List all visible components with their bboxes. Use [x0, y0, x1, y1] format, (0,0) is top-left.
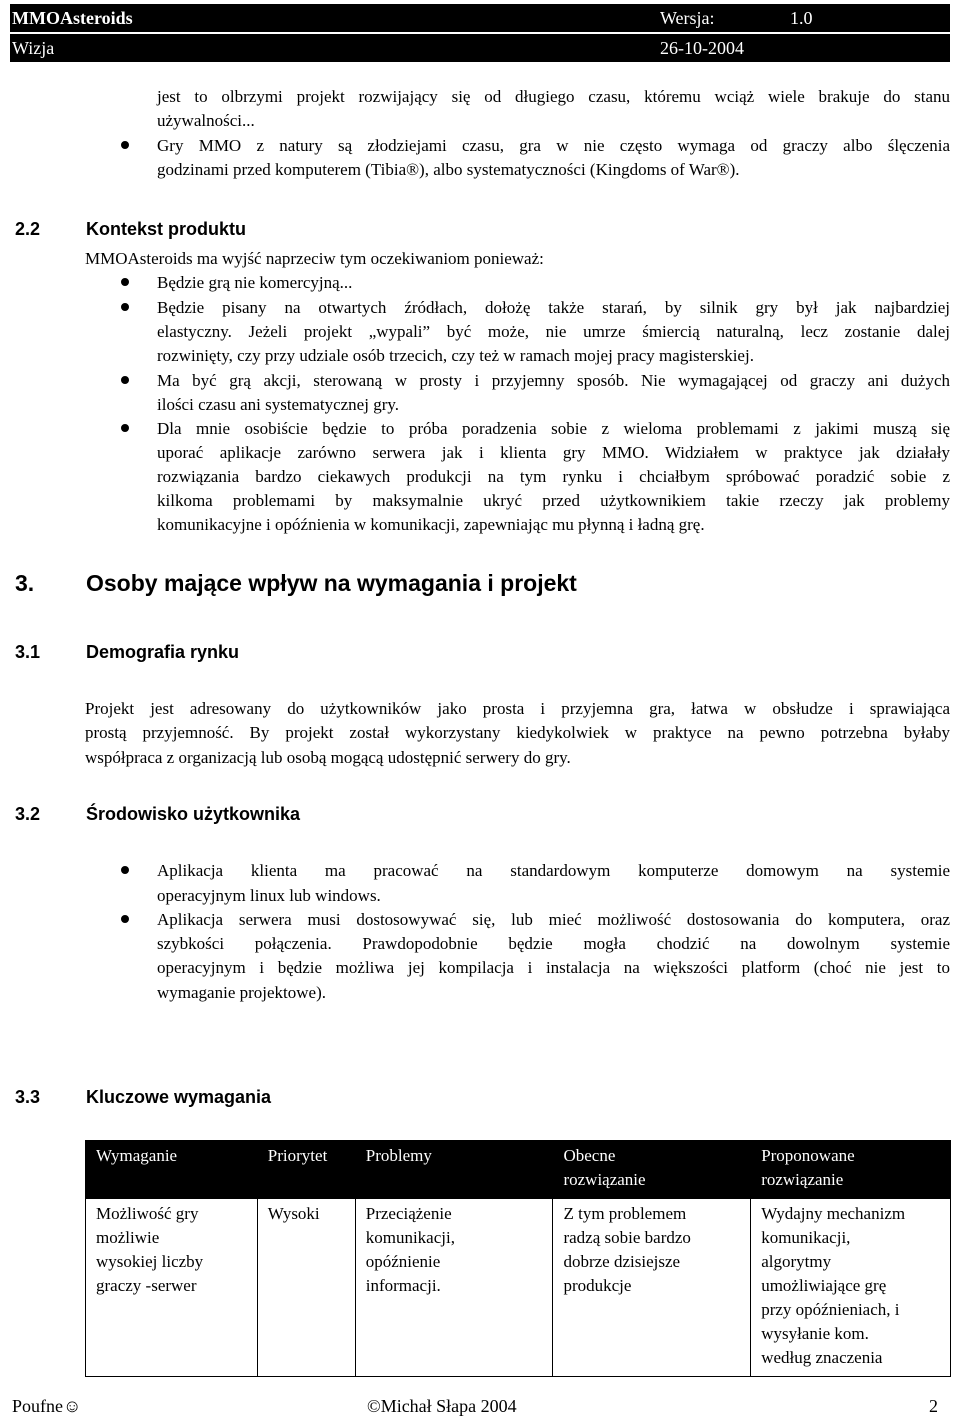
text-line: wymaganie projektowe). [157, 983, 326, 1002]
text-line: elastyczny. Jeżeli projekt „wypali” być może, nie umrze śmiercią naturalną, lecz zostanie dalej [157, 322, 950, 341]
header-bar-top [10, 4, 950, 32]
bullet-icon [121, 866, 129, 874]
doc-type: Wizja [12, 38, 55, 58]
section-title: Środowisko użytkownika [86, 804, 301, 824]
chapter-title: Osoby mające wpływ na wymagania i projekt [86, 570, 577, 596]
footer-author [367, 1396, 517, 1417]
text-line: operacyjnym linux lub windows. [157, 886, 381, 905]
text-line: godzinami przed komputerem (Tibia®), albo systematyczności (Kingdoms of War®). [157, 160, 740, 179]
copyright-icon: © [367, 1396, 381, 1416]
table-row [86, 1199, 951, 1377]
version-label: Wersja: [660, 8, 715, 28]
page-number: 2 [929, 1396, 938, 1416]
table-header-row [86, 1141, 951, 1199]
text-line: operacyjnym i będzie możliwa jej kompilacja i instalacja na większości platform (choć nie jest to [157, 958, 950, 977]
section-title: Kluczowe wymagania [86, 1087, 272, 1107]
section-number: 3.2 [15, 804, 41, 824]
text-line: Aplikacja klienta ma pracować na standardowym komputerze domowym na systemie [157, 861, 950, 880]
table-cell: Z tym problemem radzą sobie bardzo dobrze dzisiejsze produkcje [553, 1199, 751, 1377]
table-cell: Przeciążenie komunikacji, opóźnienie informacji. [355, 1199, 553, 1377]
col-header-current-solution: Obecne rozwiązanie [553, 1141, 751, 1199]
bullet-icon [121, 376, 129, 384]
text-line: szybkości połączenia. Prawdopodobnie będzie mogła chodzić na dowolnym systemie [157, 934, 950, 953]
table-cell: Możliwość gry możliwie wysokiej liczby graczy -serwer [86, 1199, 258, 1377]
section-number: 3.1 [15, 642, 41, 662]
bullet-icon [121, 141, 129, 149]
table-cell: Wydajny mechanizm komunikacji, algorytmy umożliwiające grę przy opóźnieniach, i wysyłanie kom. według znaczenia [751, 1199, 951, 1377]
doc-date: 26-10-2004 [660, 38, 744, 58]
text-line: prostą przyjemność. By projekt został wykorzystany kiedykolwiek w praktyce na pewno potrzebna byłaby [85, 723, 950, 742]
text-line: rozwiązania bardzo ciekawych produkcji na tym rynku i chciałbym spróbować poradzić sobie z [157, 467, 950, 486]
text-line: Gry MMO z natury są złodziejami czasu, gra w nie często wymaga od graczy albo ślęczenia [157, 136, 950, 155]
bullet-icon [121, 278, 129, 286]
requirements-table [85, 1140, 951, 1377]
section-number: 3.3 [15, 1087, 41, 1107]
bullet-icon [121, 424, 129, 432]
text-line: rozwinięty, czy przy udziale osób trzecich, czy też w ramach mojej pracy magisterskiej. [157, 346, 754, 365]
section-title: Demografia rynku [86, 642, 240, 662]
text-line: współpraca z organizacją lub osobą mogącą udostępnić serwery do gry. [85, 748, 571, 767]
text-line: Będzie grą nie komercyjną... [157, 273, 353, 292]
table-cell: Wysoki [257, 1199, 355, 1377]
text-line: Dla mnie osobiście będzie to próba poradzenia sobie z wieloma problemami z jakimi muszą się [157, 419, 950, 438]
chapter-number: 3. [15, 570, 35, 596]
text-line: Aplikacja serwera musi dostosowywać się, lub mieć możliwość dostosowania do komputera, oraz [157, 910, 950, 929]
text-line: uporać aplikacje zarówno serwera jak i klienta gry MMO. Widziałem w praktyce jak działały [157, 443, 950, 462]
text-line: komunikacyjne i opóźnienia w komunikacji, zapewniając mu płynną i ładną grę. [157, 515, 705, 534]
footer-left-text: Poufne [12, 1396, 63, 1416]
header-bar-bottom [10, 34, 950, 62]
text-line: Projekt jest adresowany do użytkowników jako prosta i przyjemna gra, łatwa w obsłudze i sprawiająca [85, 699, 950, 718]
section-intro: MMOAsteroids ma wyjść naprzeciw tym oczekiwaniom ponieważ: [85, 249, 544, 268]
col-header-proposed-solution: Proponowane rozwiązanie [751, 1141, 951, 1199]
section-number: 2.2 [15, 219, 41, 239]
col-header-problems: Problemy [355, 1141, 553, 1199]
col-header-requirement: Wymaganie [86, 1141, 258, 1199]
smiley-icon: ☺ [63, 1396, 82, 1416]
text-line: Ma być grą akcji, sterowaną w prosty i przyjemny sposób. Nie wymagającej od graczy ani dużych [157, 371, 950, 390]
bullet-icon [121, 915, 129, 923]
text-line: używalności... [157, 111, 255, 130]
col-header-priority: Priorytet [257, 1141, 355, 1199]
bullet-icon [121, 303, 129, 311]
footer-confidential [12, 1396, 81, 1417]
section-title: Kontekst produktu [86, 219, 246, 239]
footer-author-text: Michał Słapa 2004 [380, 1396, 517, 1416]
app-name: MMOAsteroids [12, 8, 133, 28]
text-line: jest to olbrzymi projekt rozwijający się od długiego czasu, któremu wciąż wiele brakuje do stanu [157, 87, 950, 106]
text-line: ilości czasu ani systematycznej gry. [157, 395, 400, 414]
version-value: 1.0 [790, 8, 813, 28]
text-line: Będzie pisany na otwartych źródłach, dołożę także starań, by silnik gry był jak najbardziej [157, 298, 950, 317]
text-line: kilkoma problemami by maksymalnie ukryć przed użytkownikiem takie rzeczy jak problemy [157, 491, 950, 510]
